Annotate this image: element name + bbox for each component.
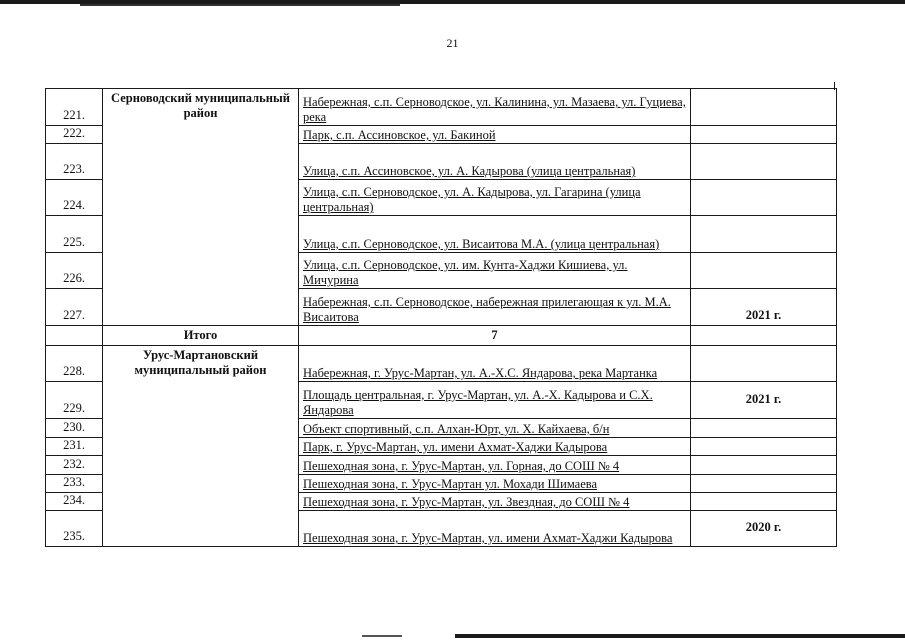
row-number: 223. bbox=[46, 144, 103, 180]
year-cell: 2020 г. bbox=[691, 511, 837, 547]
row-number: 232. bbox=[46, 456, 103, 475]
row-number: 228. bbox=[46, 346, 103, 382]
object-description: Пешеходная зона, г. Урус-Мартан, ул. Звездная, до СОШ № 4 bbox=[299, 493, 691, 511]
page-number: 21 bbox=[446, 36, 459, 50]
row-number: 227. bbox=[46, 289, 103, 326]
object-description: Улица, с.п. Ассиновское, ул. А. Кадырова (улица центральная) bbox=[299, 144, 691, 180]
table-row bbox=[46, 346, 837, 382]
table-row bbox=[46, 89, 837, 126]
district-name: Урус-Мартановский муниципальный район bbox=[103, 346, 299, 547]
object-description: Набережная, г. Урус-Мартан, ул. А.-Х.С. Яндарова, река Мартанка bbox=[299, 346, 691, 382]
row-number: 235. bbox=[46, 511, 103, 547]
object-description: Пешеходная зона, г. Урус-Мартан, ул. имени Ахмат-Хаджи Кадырова bbox=[299, 511, 691, 547]
scan-border-top bbox=[0, 0, 905, 10]
row-number: 221. bbox=[46, 89, 103, 126]
year-cell bbox=[691, 126, 837, 144]
object-description: Улица, с.п. Серноводское, ул. А. Кадырова, ул. Гагарина (улица центральная) bbox=[299, 180, 691, 216]
row-number: 231. bbox=[46, 438, 103, 456]
object-description: Пешеходная зона, г. Урус-Мартан, ул. Горная, до СОШ № 4 bbox=[299, 456, 691, 475]
year-cell bbox=[691, 419, 837, 438]
row-number: 226. bbox=[46, 253, 103, 289]
object-description: Улица, с.п. Серноводское, ул. им. Кунта-Хаджи Кишиева, ул. Мичурина bbox=[299, 253, 691, 289]
district-name: Серноводский муниципальный район bbox=[103, 89, 299, 326]
year-cell bbox=[691, 216, 837, 253]
year-cell: 2021 г. bbox=[691, 382, 837, 419]
object-description: Пешеходная зона, г. Урус-Мартан ул. Мохади Шимаева bbox=[299, 475, 691, 493]
year-cell bbox=[691, 253, 837, 289]
row-number: 230. bbox=[46, 419, 103, 438]
total-value: 7 bbox=[299, 326, 691, 346]
year-cell bbox=[691, 438, 837, 456]
year-cell bbox=[691, 456, 837, 475]
year-cell bbox=[691, 475, 837, 493]
year-cell bbox=[691, 346, 837, 382]
year-cell bbox=[691, 144, 837, 180]
object-description: Набережная, с.п. Серноводское, набережная прилегающая к ул. М.А. Висаитова bbox=[299, 289, 691, 326]
object-description: Парк, г. Урус-Мартан, ул. имени Ахмат-Хаджи Кадырова bbox=[299, 438, 691, 456]
total-label: Итого bbox=[103, 326, 299, 346]
total-row bbox=[46, 326, 837, 346]
year-cell bbox=[691, 493, 837, 511]
object-description: Объект спортивный, с.п. Алхан-Юрт, ул. Х. Кайхаева, б/н bbox=[299, 419, 691, 438]
row-number: 222. bbox=[46, 126, 103, 144]
row-number: 225. bbox=[46, 216, 103, 253]
object-description: Парк, с.п. Ассиновское, ул. Бакиной bbox=[299, 126, 691, 144]
row-number: 234. bbox=[46, 493, 103, 511]
row-number: 233. bbox=[46, 475, 103, 493]
year-cell bbox=[691, 180, 837, 216]
object-description: Улица, с.п. Серноводское, ул. Висаитова М.А. (улица центральная) bbox=[299, 216, 691, 253]
scan-border-bottom bbox=[0, 632, 905, 640]
objects-table bbox=[45, 88, 837, 547]
object-description: Площадь центральная, г. Урус-Мартан, ул. А.-Х. Кадырова и С.Х. Яндарова bbox=[299, 382, 691, 419]
year-cell bbox=[691, 89, 837, 126]
total-empty-cell bbox=[691, 326, 837, 346]
row-number: 224. bbox=[46, 180, 103, 216]
object-description: Набережная, с.п. Серноводское, ул. Калинина, ул. Мазаева, ул. Гуциева, река bbox=[299, 89, 691, 126]
year-cell: 2021 г. bbox=[691, 289, 837, 326]
total-empty-cell bbox=[46, 326, 103, 346]
row-number: 229. bbox=[46, 382, 103, 419]
